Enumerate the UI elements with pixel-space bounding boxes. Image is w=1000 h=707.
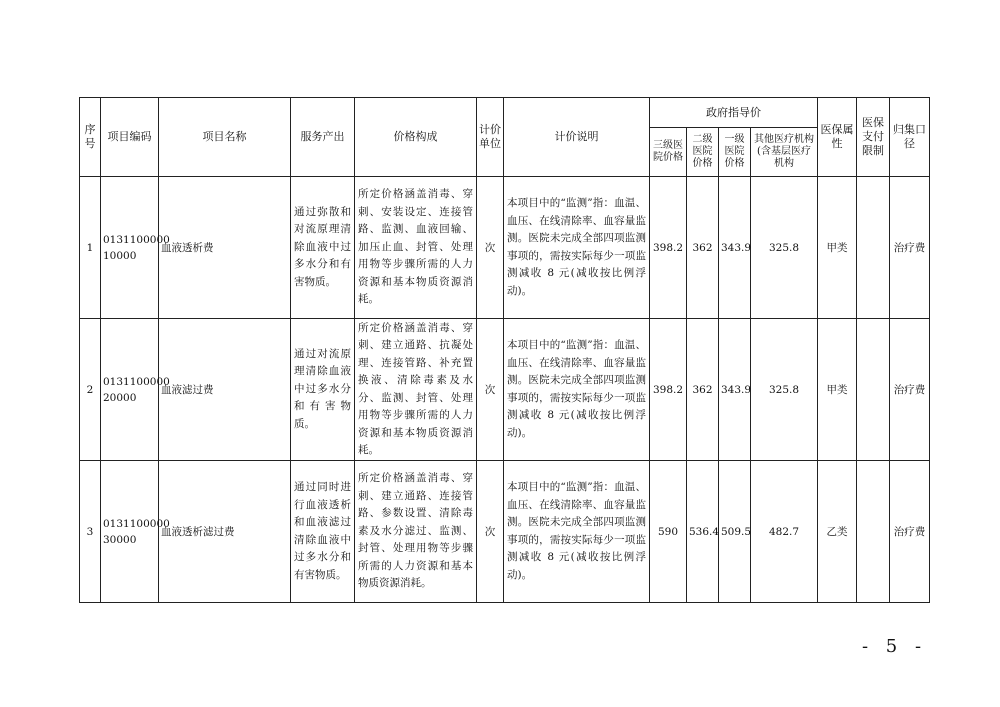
cell-name: 血液透析滤过费 bbox=[159, 461, 291, 603]
header-note: 计价说明 bbox=[504, 98, 650, 177]
cell-note: 本项目中的“监测”指：血温、血压、在线清除率、血容量监测。医院未完成全部四项监测事项的，需按实际每少一项监测减收 8 元(减收按比例浮动)。 bbox=[504, 461, 650, 603]
cell-price-other: 482.7 bbox=[751, 461, 818, 603]
header-unit: 计价单位 bbox=[477, 98, 504, 177]
header-gov-price: 政府指导价 bbox=[650, 98, 818, 128]
header-output: 服务产出 bbox=[291, 98, 355, 177]
cell-code-part: 20000 bbox=[103, 391, 137, 404]
cell-category: 治疗费 bbox=[890, 177, 930, 319]
cell-seq: 3 bbox=[80, 461, 101, 603]
header-row-1 bbox=[80, 98, 930, 128]
price-table bbox=[79, 97, 930, 603]
cell-unit: 次 bbox=[477, 461, 504, 603]
cell-ins-limit bbox=[857, 461, 890, 603]
cell-ins-limit bbox=[857, 319, 890, 461]
cell-code-part: 30000 bbox=[103, 533, 137, 546]
cell-output: 通过弥散和对流原理清除血液中过多水分和有害物质。 bbox=[291, 177, 355, 319]
cell-composition: 所定价格涵盖消毒、穿刺、建立通路、连接管路、参数设置、清除毒素及水分滤过、监测、封管、处理用物等步骤所需的人力资源和基本物质资源消耗。 bbox=[355, 461, 477, 603]
cell-composition: 所定价格涵盖消毒、穿刺、安装设定、连接管路、监测、血液回输、加压止血、封管、处理用物等步骤所需的人力资源和基本物质资源消耗。 bbox=[355, 177, 477, 319]
cell-code-part: 0131100000 bbox=[103, 233, 170, 246]
header-composition: 价格构成 bbox=[355, 98, 477, 177]
table-row bbox=[80, 319, 930, 461]
cell-note: 本项目中的“监测”指：血温、血压、在线清除率、血容量监测。医院未完成全部四项监测事项的，需按实际每少一项监测减收 8 元(减收按比例浮动)。 bbox=[504, 177, 650, 319]
header-name: 项目名称 bbox=[159, 98, 291, 177]
cell-seq: 2 bbox=[80, 319, 101, 461]
cell-composition: 所定价格涵盖消毒、穿刺、建立通路、抗凝处理、连接管路、补充置换液、清除毒素及水分、监测、封管、处理用物等步骤所需的人力资源和基本物质资源消耗。 bbox=[355, 319, 477, 461]
header-level3: 三级医院价格 bbox=[650, 128, 687, 177]
cell-price-level1: 343.9 bbox=[719, 177, 751, 319]
header-ins-limit: 医保支付限制 bbox=[857, 98, 890, 177]
cell-price-level1: 343.9 bbox=[719, 319, 751, 461]
header-seq: 序号 bbox=[80, 98, 101, 177]
cell-note: 本项目中的“监测”指：血温、血压、在线清除率、血容量监测。医院未完成全部四项监测事项的，需按实际每少一项监测减收 8 元(减收按比例浮动)。 bbox=[504, 319, 650, 461]
cell-price-level2: 362 bbox=[687, 319, 719, 461]
header-other: 其他医疗机构(含基层医疗机构 bbox=[751, 128, 818, 177]
cell-name: 血液滤过费 bbox=[159, 319, 291, 461]
cell-code bbox=[101, 177, 170, 319]
header-level1: 一级医院价格 bbox=[719, 128, 751, 177]
cell-ins-attr: 甲类 bbox=[818, 319, 857, 461]
cell-price-level3: 398.2 bbox=[650, 319, 687, 461]
cell-unit: 次 bbox=[477, 177, 504, 319]
cell-category: 治疗费 bbox=[890, 319, 930, 461]
cell-ins-limit bbox=[857, 177, 890, 319]
cell-price-level2: 362 bbox=[687, 177, 719, 319]
cell-category: 治疗费 bbox=[890, 461, 930, 603]
cell-name: 血液透析费 bbox=[159, 177, 291, 319]
table-row bbox=[80, 177, 930, 319]
cell-code bbox=[101, 461, 170, 603]
cell-seq: 1 bbox=[80, 177, 101, 319]
cell-code-part: 0131100000 bbox=[103, 375, 170, 388]
cell-price-other: 325.8 bbox=[751, 177, 818, 319]
cell-ins-attr: 乙类 bbox=[818, 461, 857, 603]
header-code: 项目编码 bbox=[101, 98, 159, 177]
page-number: - 5 - bbox=[862, 636, 928, 657]
cell-code-part: 0131100000 bbox=[103, 517, 170, 530]
header-category: 归集口径 bbox=[890, 98, 930, 177]
cell-code-part: 10000 bbox=[103, 249, 137, 262]
table-row bbox=[80, 461, 930, 603]
cell-unit: 次 bbox=[477, 319, 504, 461]
cell-output: 通过同时进行血液透析和血液滤过清除血液中过多水分和有害物质。 bbox=[291, 461, 355, 603]
cell-price-level3: 590 bbox=[650, 461, 687, 603]
cell-price-level2: 536.4 bbox=[687, 461, 719, 603]
header-ins-attr: 医保属性 bbox=[818, 98, 857, 177]
cell-price-other: 325.8 bbox=[751, 319, 818, 461]
cell-output: 通过对流原理清除血液中过多水分和有害物质。 bbox=[291, 319, 355, 461]
header-level2: 二级医院价格 bbox=[687, 128, 719, 177]
cell-price-level1: 509.5 bbox=[719, 461, 751, 603]
cell-code bbox=[101, 319, 170, 461]
cell-price-level3: 398.2 bbox=[650, 177, 687, 319]
cell-ins-attr: 甲类 bbox=[818, 177, 857, 319]
